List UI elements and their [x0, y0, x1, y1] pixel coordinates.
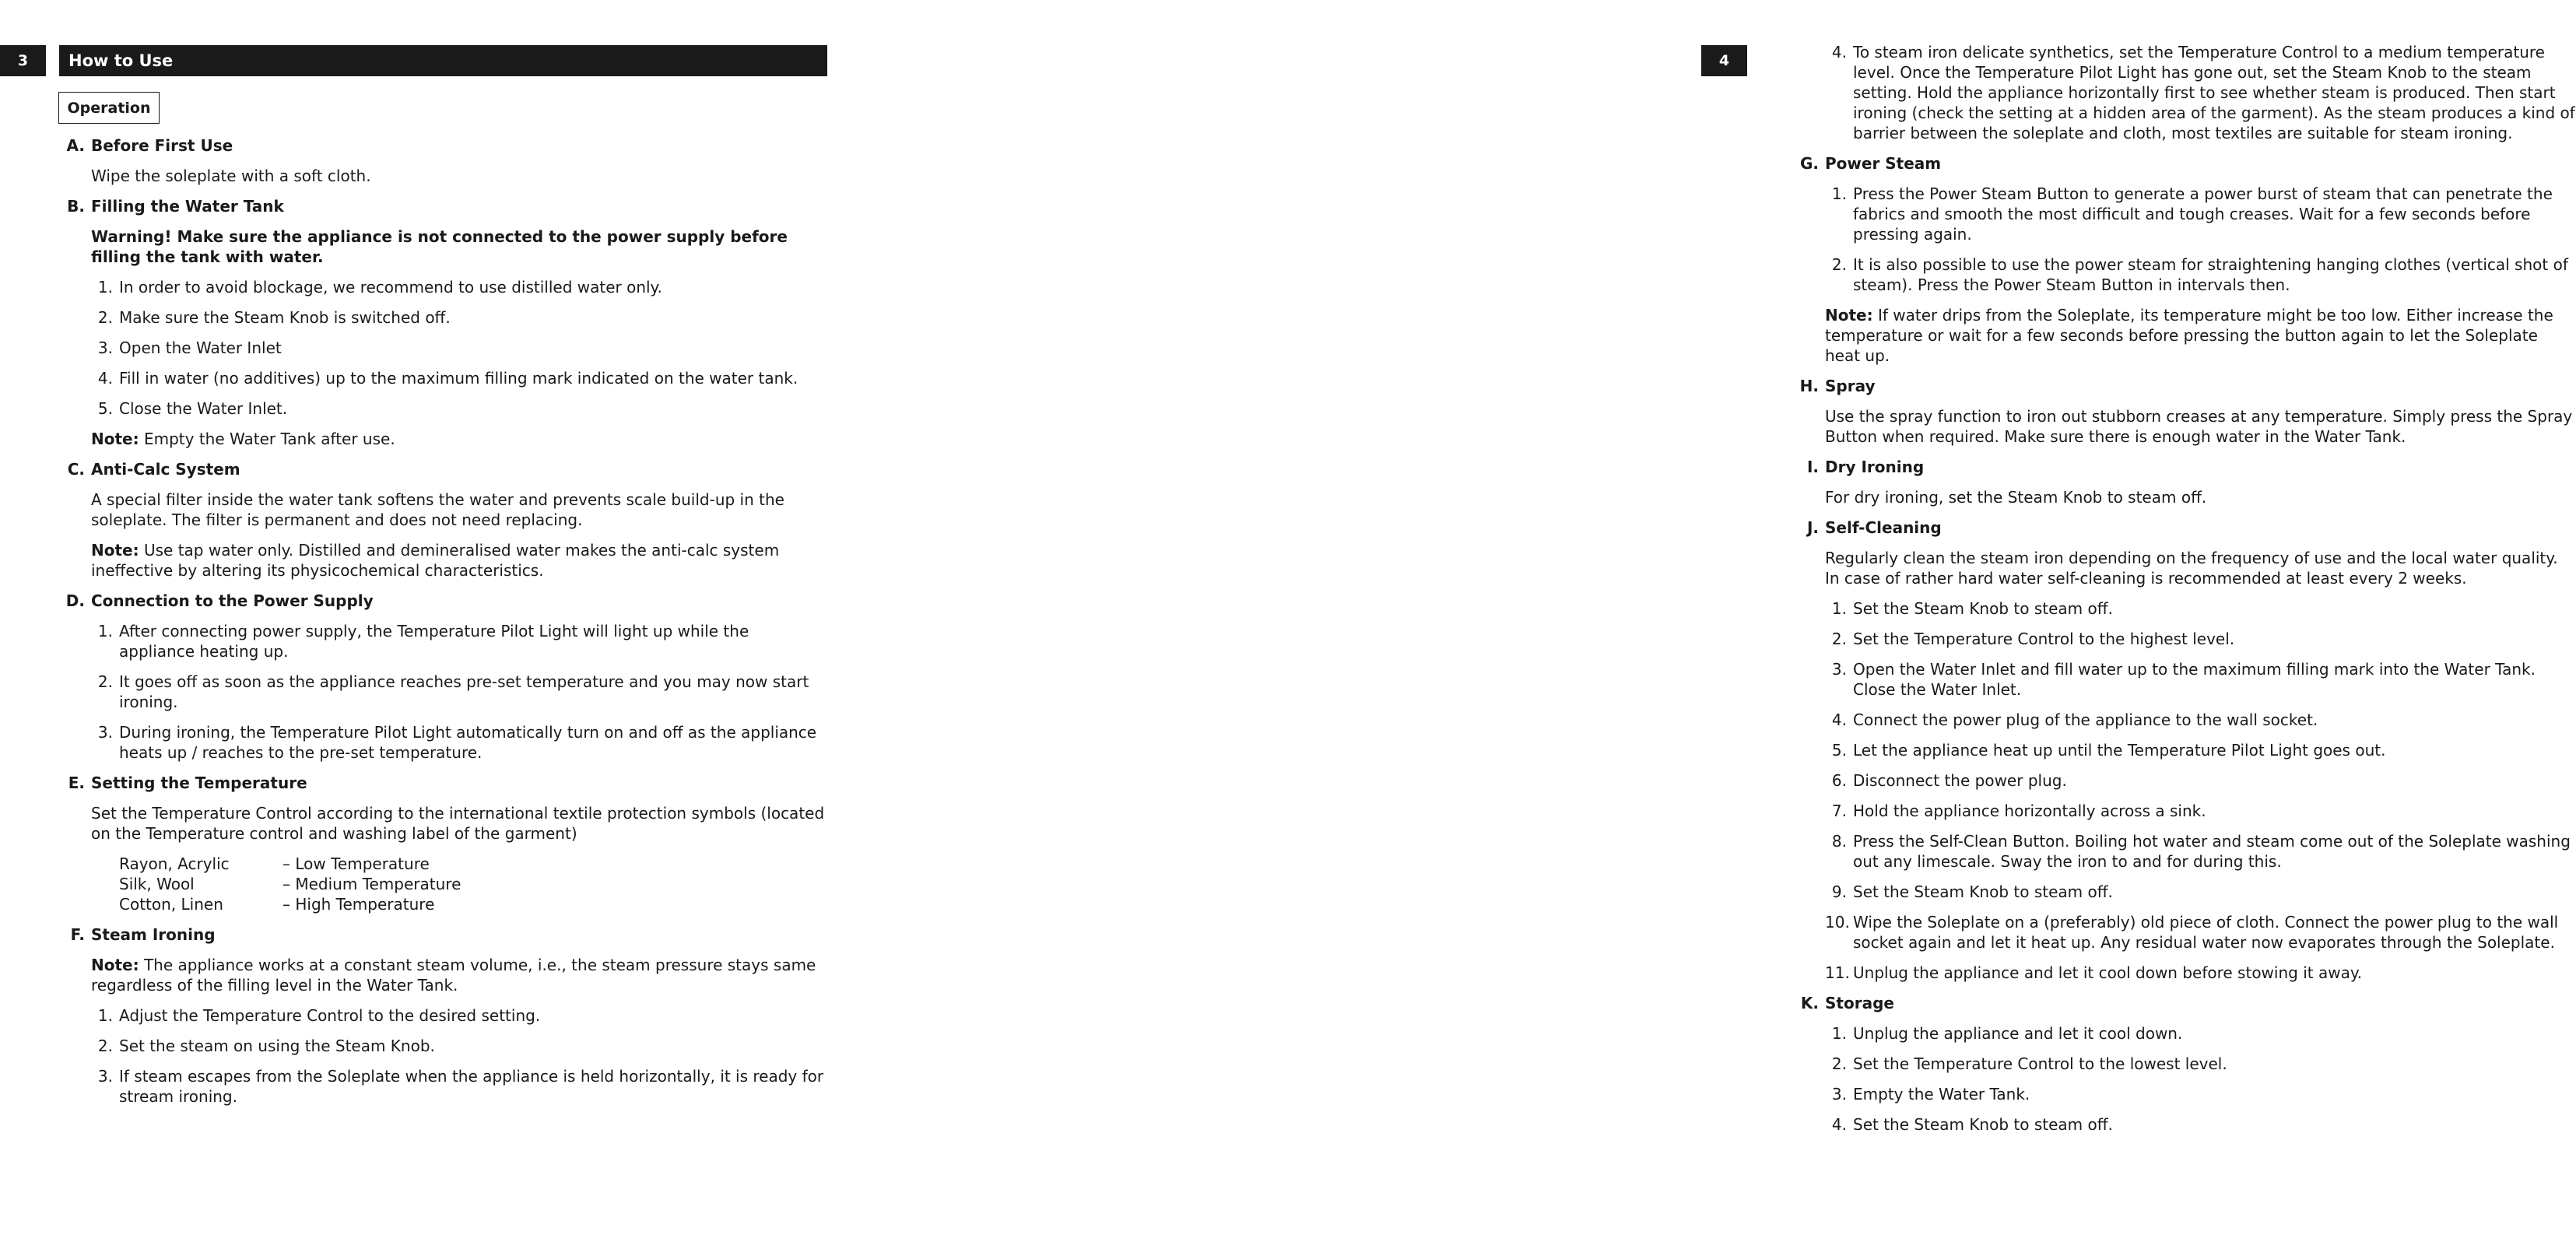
list-item [1825, 912, 2576, 953]
item-number: 2. [1831, 630, 1847, 648]
list-item [1825, 1114, 2576, 1135]
item-number: 1. [97, 1006, 113, 1025]
list-item [1825, 1084, 2576, 1104]
list-item [1825, 629, 2576, 649]
section [62, 591, 825, 763]
section [62, 924, 825, 1107]
section-body [1825, 406, 2576, 447]
section-heading [1796, 518, 2576, 538]
item-number: 4. [1831, 710, 1847, 729]
section-heading [62, 924, 825, 945]
item-number: 1. [1831, 184, 1847, 203]
item-text: Make sure the Steam Knob is switched off. [119, 308, 451, 327]
section-letter: E. [68, 774, 85, 792]
list-item [1825, 659, 2576, 700]
paragraph: Set the Temperature Control according to the international textile protection symbols (located on the Temperature control and washing label of the garment) [91, 804, 825, 843]
section-letter: F. [70, 925, 85, 944]
section-body [91, 166, 825, 186]
item-number: 8. [1831, 832, 1847, 851]
note [1825, 305, 2576, 366]
list-item [1825, 770, 2576, 791]
item-number: 2. [1831, 255, 1847, 274]
item-text: Disconnect the power plug. [1853, 771, 2067, 790]
section-letter: J. [1806, 518, 1819, 537]
section-heading [62, 591, 825, 611]
temperature-setting: – Low Temperature [283, 854, 430, 873]
section-body [91, 621, 825, 763]
section-body [1825, 1023, 2576, 1135]
section-heading [1796, 457, 2576, 477]
list-item [91, 1036, 825, 1056]
left-column [62, 135, 825, 1117]
item-text: Set the Steam Knob to steam off. [1853, 882, 2113, 901]
note-text: The appliance works at a constant steam volume, i.e., the steam pressure stays same regardless of the filling level in the Water Tank. [91, 956, 816, 995]
item-number: 3. [97, 339, 113, 357]
note [91, 540, 825, 581]
section-letter: C. [67, 460, 85, 479]
item-text: Hold the appliance horizontally across a sink. [1853, 802, 2206, 820]
note-text: If water drips from the Soleplate, its temperature might be too low. Either increase the temperature or wait for a few seconds before pressing the button again to let the Soleplate heat up. [1825, 306, 2553, 365]
section-heading [62, 196, 825, 216]
item-number: 11. [1825, 963, 1850, 982]
item-text: Unplug the appliance and let it cool down before stowing it away. [1853, 963, 2363, 982]
item-number: 5. [1831, 741, 1847, 760]
section-title: Self-Cleaning [1825, 518, 1942, 537]
list-item [1825, 710, 2576, 730]
item-text: Connect the power plug of the appliance to the wall socket. [1853, 710, 2318, 729]
right-page [873, 0, 2575, 1235]
fabric-name: Rayon, Acrylic [119, 854, 230, 873]
list-item [1825, 831, 2576, 872]
item-text: Set the Steam Knob to steam off. [1853, 1115, 2113, 1134]
list-item [91, 672, 825, 712]
item-text: Fill in water (no additives) up to the maximum filling mark indicated on the water tank. [119, 369, 798, 388]
section-title: Storage [1825, 994, 1894, 1012]
list-item [91, 398, 825, 419]
note-text: Use tap water only. Distilled and demineralised water makes the anti-calc system ineffective by altering its physicochemical characteristics. [91, 541, 780, 580]
item-number: 10. [1825, 913, 1850, 932]
item-text: Set the Temperature Control to the lowest level. [1853, 1054, 2227, 1073]
section-body [1825, 184, 2576, 366]
list-item [1825, 598, 2576, 619]
section-title: Dry Ironing [1825, 458, 1925, 476]
note-label: Note: [91, 541, 139, 560]
item-text: Set the steam on using the Steam Knob. [119, 1037, 435, 1055]
section-body [91, 955, 825, 1107]
item-number: 4. [1831, 43, 1847, 61]
item-number: 3. [1831, 1085, 1847, 1103]
temperature-setting: – High Temperature [283, 895, 435, 914]
section-body [91, 489, 825, 581]
section [1796, 376, 2576, 447]
item-number: 3. [97, 1067, 113, 1086]
note-label: Note: [91, 430, 139, 448]
list-item [91, 1005, 825, 1026]
section [1796, 518, 2576, 983]
section [62, 459, 825, 581]
item-number: 2. [1831, 1054, 1847, 1073]
warning-text: Warning! Make sure the appliance is not connected to the power supply before filling the tank with water. [91, 227, 788, 266]
item-text: Let the appliance heat up until the Temperature Pilot Light goes out. [1853, 741, 2386, 760]
item-text: Press the Self-Clean Button. Boiling hot water and steam come out of the Soleplate washing out any limescale. Sway the iron to and for during this. [1853, 832, 2571, 871]
section-heading [1796, 376, 2576, 396]
item-text: Wipe the Soleplate on a (preferably) old piece of cloth. Connect the power plug to the wall socket again and let it heat up. Any residual water now evaporates through the Soleplate. [1853, 913, 2559, 952]
item-text: After connecting power supply, the Temperature Pilot Light will light up while the appliance heating up. [119, 622, 749, 661]
page-number: 4 [1701, 45, 1747, 76]
note [91, 429, 825, 449]
list-item [91, 338, 825, 358]
temperature-setting: – Medium Temperature [283, 875, 462, 893]
item-text: Open the Water Inlet [119, 339, 282, 357]
temperature-row [119, 874, 825, 894]
item-number: 3. [1831, 660, 1847, 679]
list-item [1825, 801, 2576, 821]
list-item [1825, 882, 2576, 902]
list-item [1825, 740, 2576, 760]
list-item [1825, 254, 2576, 295]
item-number: 4. [97, 369, 113, 388]
note-text: Empty the Water Tank after use. [139, 430, 395, 448]
list-item [1825, 1023, 2576, 1044]
right-column [1796, 42, 2576, 1145]
section-heading [1796, 993, 2576, 1013]
section-body [1825, 487, 2576, 507]
section-title: Power Steam [1825, 154, 1942, 173]
left-page [0, 0, 873, 1235]
item-text: To steam iron delicate synthetics, set the Temperature Control to a medium temperature level. Once the Temperature Pilot Light has gone out, set the Steam Knob to the steam setting. Hold the appliance horizontally first to see whether steam is produced. Then start ironing (check the setting at a hidden area of the garment). As the steam produces a kind of barrier between the soleplate and cloth, most textiles are suitable for steam ironing. [1853, 43, 2575, 142]
operation-label: Operation [58, 92, 160, 124]
item-number: 6. [1831, 771, 1847, 790]
item-text: Set the Temperature Control to the highest level. [1853, 630, 2235, 648]
fabric-name: Cotton, Linen [119, 895, 223, 914]
paragraph: Wipe the soleplate with a soft cloth. [91, 167, 371, 185]
page-number: 3 [0, 45, 46, 76]
section-letter: K. [1800, 994, 1819, 1012]
note [91, 955, 825, 995]
note-label: Note: [1825, 306, 1873, 325]
section-heading [1796, 153, 2576, 174]
paragraph: A special filter inside the water tank softens the water and prevents scale build-up in the soleplate. The filter is permanent and does not need replacing. [91, 490, 784, 529]
list-item [91, 368, 825, 388]
item-number: 1. [97, 622, 113, 640]
list-item [1825, 1054, 2576, 1074]
item-number: 1. [1831, 1024, 1847, 1043]
section-letter: H. [1799, 377, 1819, 395]
item-number: 4. [1831, 1115, 1847, 1134]
item-text: Unplug the appliance and let it cool down. [1853, 1024, 2183, 1043]
section-letter: A. [66, 136, 85, 155]
section-title: Steam Ironing [91, 925, 216, 944]
item-number: 7. [1831, 802, 1847, 820]
section-title: Connection to the Power Supply [91, 591, 374, 610]
item-text: Close the Water Inlet. [119, 399, 288, 418]
paragraph: Use the spray function to iron out stubborn creases at any temperature. Simply press the Spray Button when required. Make sure there is enough water in the Water Tank. [1825, 407, 2573, 446]
item-number: 3. [97, 723, 113, 742]
item-number: 2. [97, 672, 113, 691]
section [1796, 153, 2576, 366]
temperature-row [119, 854, 825, 874]
section-title: Filling the Water Tank [91, 197, 284, 216]
list-item [91, 621, 825, 661]
list-item [1825, 42, 2576, 143]
section-letter: G. [1799, 154, 1819, 173]
section-title: Anti-Calc System [91, 460, 240, 479]
item-text: Press the Power Steam Button to generate a power burst of steam that can penetrate the fabrics and smooth the most difficult and tough creases. Wait for a few seconds before pressing again. [1853, 184, 2553, 244]
list-item [1825, 184, 2576, 244]
section-body [1825, 548, 2576, 983]
section-letter: I. [1806, 458, 1819, 476]
item-text: During ironing, the Temperature Pilot Light automatically turn on and off as the appliance heats up / reaches to the pre-set temperature. [119, 723, 817, 762]
section [62, 135, 825, 186]
section-letter: B. [67, 197, 85, 216]
list-item [1825, 963, 2576, 983]
section-title: Setting the Temperature [91, 774, 307, 792]
item-text: Adjust the Temperature Control to the desired setting. [119, 1006, 541, 1025]
section [1796, 993, 2576, 1135]
section-title: Before First Use [91, 136, 233, 155]
item-text: If steam escapes from the Soleplate when the appliance is held horizontally, it is ready for stream ironing. [119, 1067, 824, 1106]
item-number: 2. [97, 1037, 113, 1055]
item-number: 9. [1831, 882, 1847, 901]
item-text: It goes off as soon as the appliance reaches pre-set temperature and you may now start ironing. [119, 672, 809, 711]
item-number: 2. [97, 308, 113, 327]
section-letter: D. [65, 591, 85, 610]
section [62, 196, 825, 449]
section-title: Spray [1825, 377, 1876, 395]
item-number: 5. [97, 399, 113, 418]
paragraph: Regularly clean the steam iron depending on the frequency of use and the local water quality. In case of rather hard water self-cleaning is recommended at least every 2 weeks. [1825, 549, 2558, 588]
note-label: Note: [91, 956, 139, 974]
list-item [91, 277, 825, 297]
temperature-table [119, 854, 825, 914]
fabric-name: Silk, Wool [119, 875, 195, 893]
paragraph: For dry ironing, set the Steam Knob to steam off. [1825, 488, 2207, 507]
section-body [91, 803, 825, 914]
section-body [91, 226, 825, 449]
temperature-row [119, 894, 825, 914]
section [1796, 457, 2576, 507]
list-item [91, 1066, 825, 1107]
section-header: How to Use [59, 45, 827, 76]
item-text: Open the Water Inlet and fill water up to the maximum filling mark into the Water Tank. Close the Water Inlet. [1853, 660, 2536, 699]
section [62, 773, 825, 914]
item-text: Set the Steam Knob to steam off. [1853, 599, 2113, 618]
item-text: It is also possible to use the power steam for straightening hanging clothes (vertical shot of steam). Press the Power Steam Button in intervals then. [1853, 255, 2568, 294]
list-item [91, 307, 825, 328]
section-heading [62, 135, 825, 156]
continued-items [1825, 42, 2576, 143]
item-text: Empty the Water Tank. [1853, 1085, 2030, 1103]
item-text: In order to avoid blockage, we recommend to use distilled water only. [119, 278, 662, 296]
item-number: 1. [1831, 599, 1847, 618]
section-heading [62, 773, 825, 793]
list-item [91, 722, 825, 763]
section-heading [62, 459, 825, 479]
item-number: 1. [97, 278, 113, 296]
